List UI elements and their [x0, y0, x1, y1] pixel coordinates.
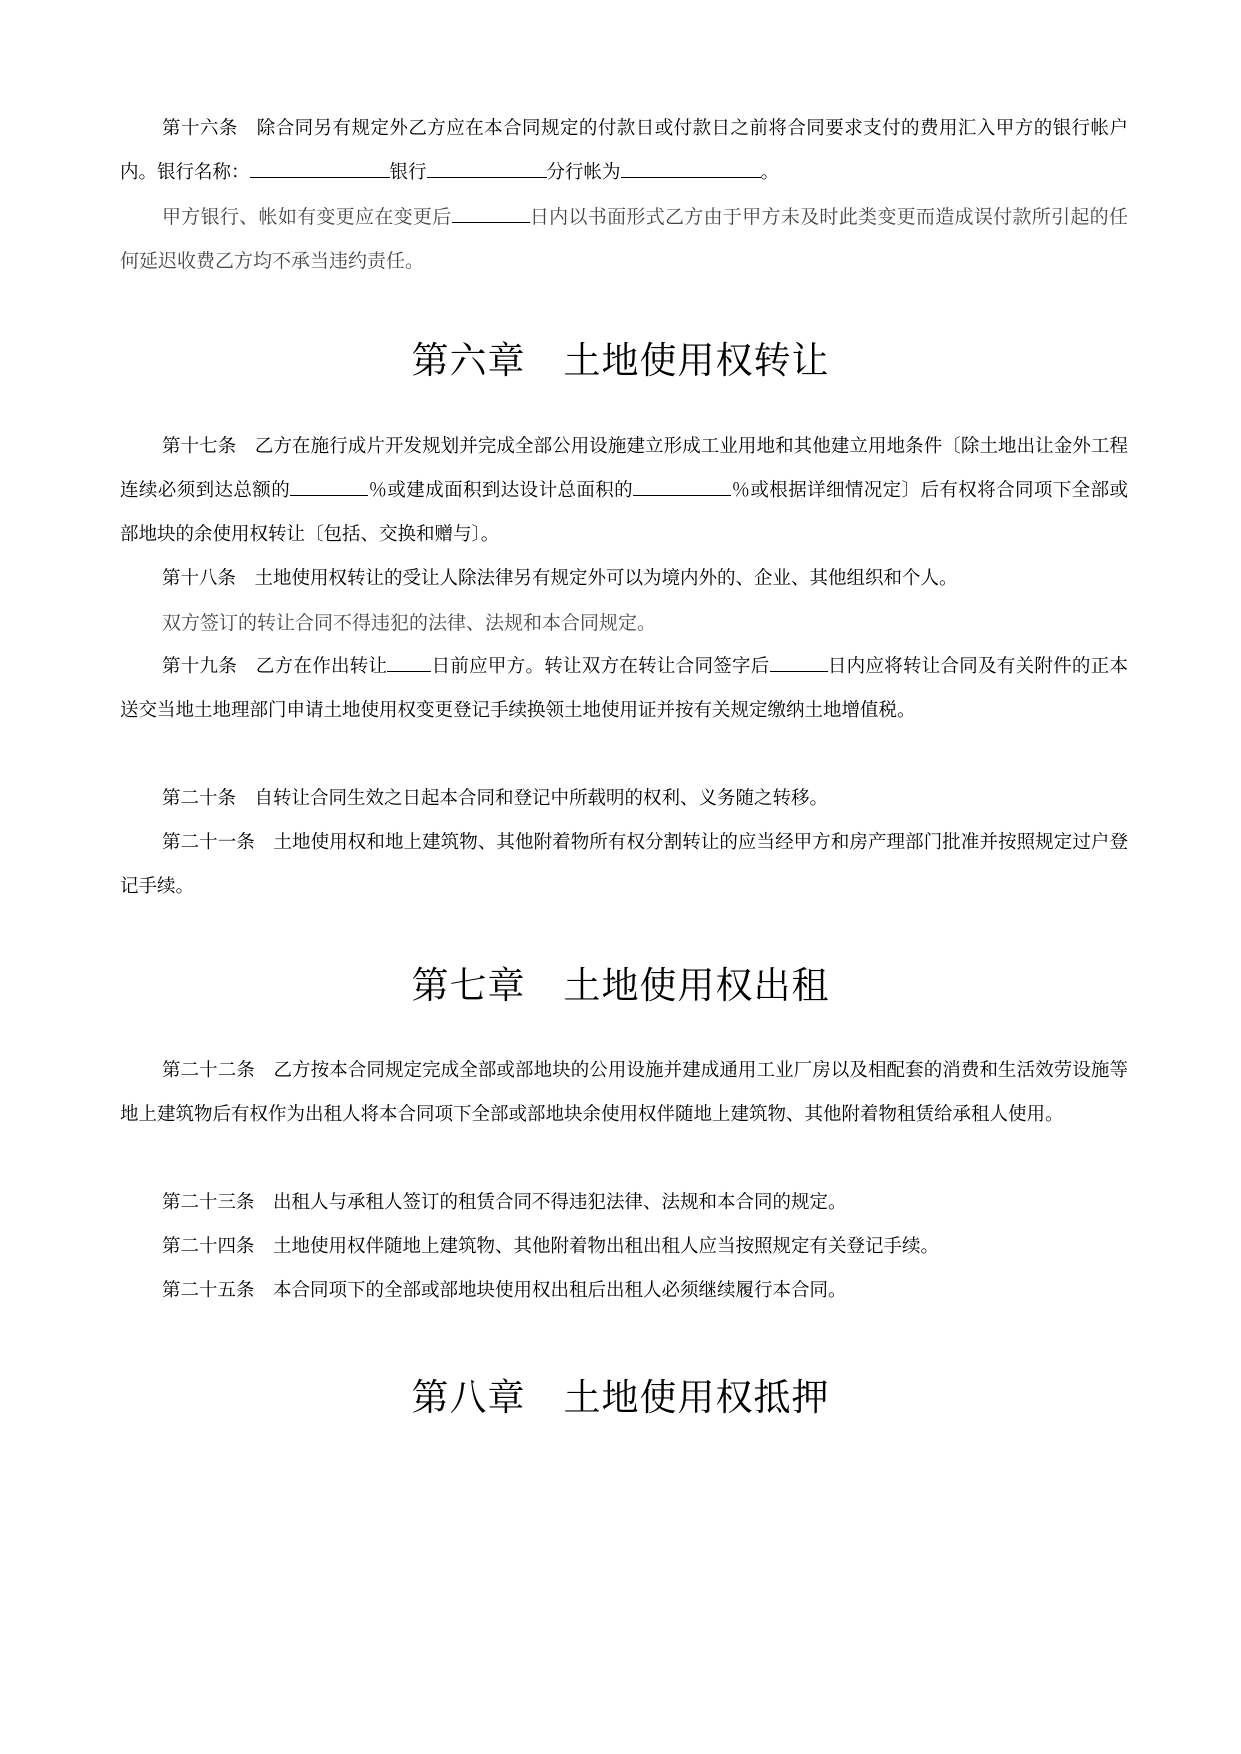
article-19-text-a: 第十九条 乙方在作出转让	[162, 656, 388, 677]
bank-blank	[427, 159, 547, 178]
article-25: 第二十五条 本合同项下的全部或部地块使用权出租后出租人必须继续履行本合同。	[162, 1280, 847, 1301]
article-22: 第二十二条 乙方按本合同规定完成全部或部地块的公用设施并建成通用工业厂房以及相配套的消费和生活效劳设施等地上建筑物后有权作为出租人将本合同项下全部或部地块余使用权伴随地上建筑物、其他附着物租赁给承租人使用。	[120, 1060, 1128, 1125]
article-21: 第二十一条 土地使用权和地上建筑物、其他附着物所有权分割转让的应当经甲方和房产理部门批准并按照规定过户登记手续。	[120, 832, 1128, 897]
days-blank	[452, 204, 530, 223]
article-17-text-c: ％或根据详细情况定〕后有权将合同项下全部或部地块的余使用权转让〔包括、交换和赠与〕。	[120, 480, 1128, 545]
account-blank	[621, 159, 761, 178]
chapter-6-number: 第六章	[411, 339, 526, 382]
article-20: 第二十条 自转让合同生效之日起本合同和登记中所载明的权利、义务随之转移。	[162, 788, 829, 809]
article-18: 第十八条 土地使用权转让的受让人除法律另有规定外可以为境内外的、企业、其他组织和个人。	[162, 568, 958, 589]
notice-days-blank	[387, 653, 431, 672]
chapter-8-title: 土地使用权抵押	[563, 1376, 830, 1419]
chapter-6-heading	[0, 330, 1241, 384]
chapter-7-heading	[0, 955, 1241, 1009]
article-16-text-d: 。	[760, 162, 780, 183]
article-17-text-b: ％或建成面积到达设计总面积的	[368, 480, 634, 501]
chapter-8-number: 第八章	[411, 1376, 526, 1419]
article-19-text-b: 日前应甲方。转让双方在转让合同签字后	[431, 656, 770, 677]
chapter-8-heading	[0, 1367, 1241, 1421]
article-16-text-b: 银行	[389, 162, 427, 183]
article-23: 第二十三条 出租人与承租人签订的租赁合同不得违犯法律、法规和本合同的规定。	[162, 1192, 847, 1213]
article-16-p2-text-a: 甲方银行、帐如有变更应在变更后	[162, 206, 452, 228]
bank-name-blank	[250, 159, 390, 178]
chapter-7-number: 第七章	[411, 964, 526, 1007]
article-24: 第二十四条 土地使用权伴随地上建筑物、其他附着物出租出租人应当按照规定有关登记手续。	[162, 1236, 940, 1257]
chapter-7-title: 土地使用权出租	[563, 964, 830, 1007]
article-16-p2-text-b: 日内以书面形式乙方由于甲方未及时此类变更而造成误付款所引起的任何延迟收费乙方均不承当违约责任。	[120, 206, 1128, 272]
article-16-text-c: 分行帐为	[546, 162, 621, 183]
article-17	[120, 425, 1128, 557]
article-19	[120, 645, 1128, 733]
article-16-text-a: 第十六条 除合同另有规定外乙方应在本合同规定的付款日或付款日之前将合同要求支付的费用汇入甲方的银行帐户内。银行名称：	[120, 118, 1128, 183]
article-18-paragraph-2: 双方签订的转让合同不得违犯的法律、法规和本合同规定。	[162, 612, 657, 634]
article-19-text-c: 日内应将转让合同及有关附件的正本送交当地土地理部门申请土地使用权变更登记手续换领土地使用证并按有关规定缴纳土地增值税。	[120, 656, 1128, 721]
submit-days-blank	[770, 653, 828, 672]
article-16-paragraph-2	[120, 195, 1128, 283]
chapter-6-title: 土地使用权转让	[563, 339, 830, 382]
area-percent-blank	[633, 477, 731, 496]
investment-percent-blank	[290, 477, 368, 496]
article-16	[120, 107, 1128, 195]
article-17-text-a: 第十七条 乙方在施行成片开发规划并完成全部公用设施建立形成工业用地和其他建立用地条件〔除土地出让金外工程连续必须到达总额的	[120, 436, 1128, 501]
